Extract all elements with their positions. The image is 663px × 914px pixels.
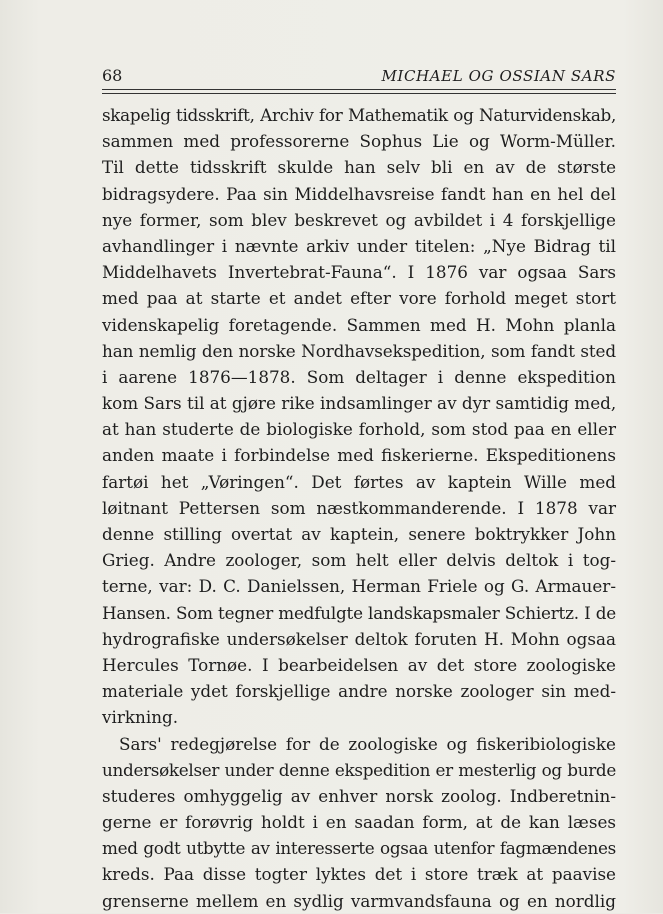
text-line: studeres omhyggelig av enhver norsk zoolog. Indberetnin- (102, 785, 616, 806)
body-text (102, 102, 616, 914)
text-line: Hansen. Som tegner medfulgte landskapsmaler Schiertz. I de (102, 602, 616, 623)
text-line: avhandlinger i nævnte arkiv under titelen: „Nye Bidrag til (102, 235, 616, 256)
text-line: sammen med professorerne Sophus Lie og Worm-Müller. (102, 131, 616, 152)
text-line: med godt utbytte av interesserte ogsaa utenfor fagmændenes (102, 838, 616, 859)
header-rule-bottom (102, 93, 616, 94)
text-line: bidragsydere. Paa sin Middelhavsreise fandt han en hel del (102, 183, 616, 204)
text-line: Hercules Tornøe. I bearbeidelsen av det store zoologiske (102, 654, 616, 675)
text-line: Sars' redegjørelse for de zoologiske og fiskeribiologiske (119, 733, 616, 754)
text-line: materiale ydet forskjellige andre norske zoologer sin med- (102, 681, 616, 702)
text-line: han nemlig den norske Nordhavsekspedition, som fandt sted (102, 340, 616, 361)
text-line: fartøi het „Vøringen“. Det førtes av kaptein Wille med (102, 471, 616, 492)
text-line: virkning. (102, 707, 179, 728)
text-line: at han studerte de biologiske forhold, som stod paa en eller (102, 419, 616, 440)
text-line: grenserne mellem en sydlig varmvandsfauna og en nordlig (102, 890, 616, 911)
text-line: kom Sars til at gjøre rike indsamlinger av dyr samtidig med, (102, 393, 617, 414)
text-line: hydrografiske undersøkelser deltok foruten H. Mohn ogsaa (102, 628, 616, 649)
header-rule-top (102, 89, 616, 90)
text-line: i aarene 1876—1878. Som deltager i denne ekspedition (102, 366, 616, 387)
text-line: nye former, som blev beskrevet og avbildet i 4 forskjellige (102, 209, 616, 230)
text-line: videnskapelig foretagende. Sammen med H. Mohn planla (102, 314, 616, 335)
text-line: kreds. Paa disse togter lyktes det i store træk at paavise (102, 864, 616, 885)
text-line: undersøkelser under denne ekspedition er mesterlig og burde (102, 759, 616, 780)
text-line: Til dette tidsskrift skulde han selv bli en av de største (102, 157, 616, 178)
text-line: anden maate i forbindelse med fiskerierne. Ekspeditionens (102, 445, 616, 466)
page-header (102, 64, 616, 88)
text-line: Grieg. Andre zoologer, som helt eller delvis deltok i tog- (102, 550, 616, 571)
running-title: MICHAEL OG OSSIAN SARS (381, 67, 616, 85)
text-line: terne, var: D. C. Danielssen, Herman Friele og G. Armauer- (102, 576, 616, 597)
text-line: løitnant Pettersen som næstkommanderende. I 1878 var (102, 497, 616, 518)
text-line: skapelig tidsskrift, Archiv for Mathematik og Naturvidenskab, (102, 105, 616, 125)
text-line: Middelhavets Invertebrat-Fauna“. I 1876 var ogsaa Sars (102, 262, 616, 283)
text-line: med paa at starte et andet efter vore forhold meget stort (102, 288, 616, 309)
text-line: denne stilling overtat av kaptein, senere boktrykker John (102, 524, 616, 544)
text-line: gerne er forøvrig holdt i en saadan form, at de kan læses (102, 812, 616, 833)
page-number: 68 (102, 66, 123, 85)
